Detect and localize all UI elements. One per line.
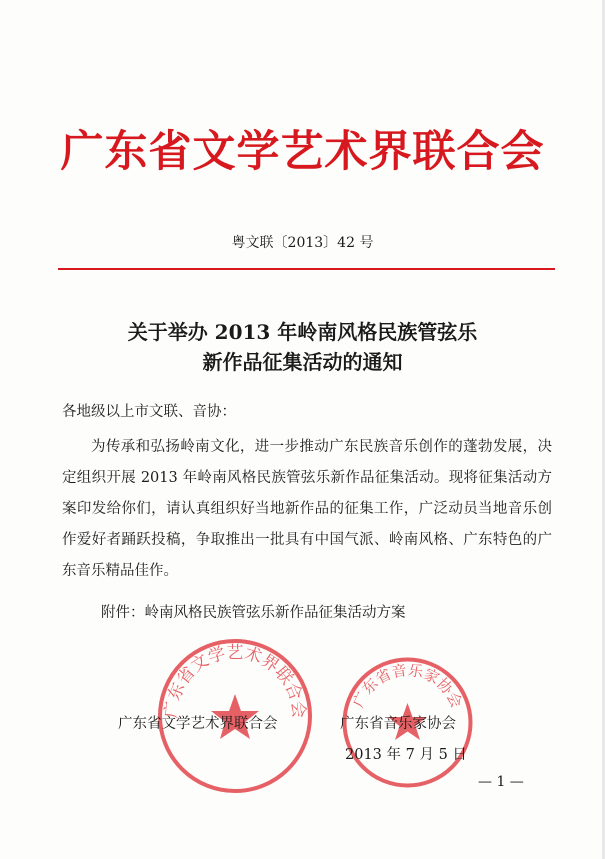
organization-title: 广东省文学艺术界联合会 [60,127,545,177]
red-separator-line [58,268,555,270]
page-number: — 1 — [478,774,524,790]
salutation: 各地级以上市文联、音协： [62,404,236,420]
body-paragraph: 为传承和弘扬岭南文化，进一步推动广东民族音乐创作的蓬勃发展，决定组织开展 2013 年岭南风格民族管弦乐新作品征集活动。现将征集活动方案印发给你们，请认真组织好当地新作品的征集工作，广泛动员当地音乐创作爱好者踊跃投稿，争取推出一批具有中国气派、岭南风格、广东特色的广东音乐精品佳作。 [62,439,552,579]
seal-federation-text: 广东省文学艺术界联合会 [161,643,309,720]
issue-date: 2013 年 7 月 5 日 [345,747,467,763]
signatory-music-association: 广东省音乐家协会 [340,716,456,732]
document-number: 粤文联〔2013〕42 号 [231,235,374,251]
signatory-federation: 广东省文学艺术界联合会 [118,716,278,732]
notice-title [0,317,605,377]
seal-music-association-text: 广东省音乐家协会 [349,661,466,711]
notice-title-line-1: 关于举办 2013 年岭南风格民族管弦乐 [127,320,478,344]
attachment-line: 附件：岭南风格民族管弦乐新作品征集活动方案 [101,605,406,621]
notice-title-line-2: 新作品征集活动的通知 [202,350,403,374]
